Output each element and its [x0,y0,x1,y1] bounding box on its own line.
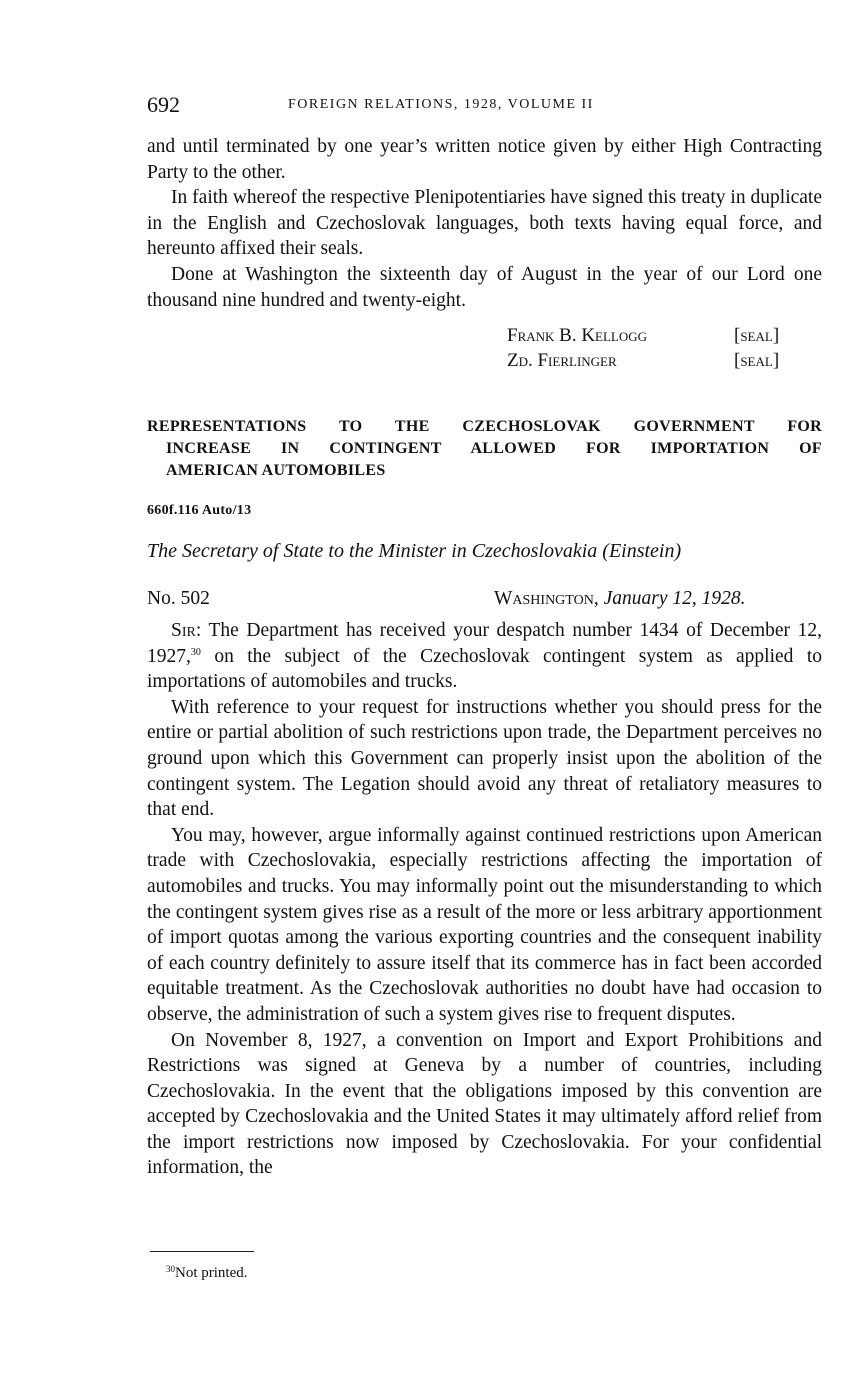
signature-name: Frank B. Kellogg [507,325,648,346]
paragraph-geneva-convention: On November 8, 1927, a convention on Import and Export Prohibitions and Restrictions was signed at Geneva by a number of countries, including Czechoslovakia. In the event that the obligations imposed by this convention are accepted by Czechoslovakia and the United States it may ultimately afford relief from the import restrictions now imposed by Czechoslovakia. For your confidential information, the [147,1029,822,1179]
section-heading-line: AMERICAN AUTOMOBILES [166,462,386,479]
page-header [147,92,822,118]
paragraph-salutation [147,618,822,695]
paragraph-instructions: With reference to your request for instructions whether you should press for the entire or partial abolition of such restrictions upon trade, the Department perceives no ground upon which this Government can properly insist upon the abolition of the contingent system. The Legation should avoid any threat of retaliatory measures to that end. [147,696,822,821]
footnote-marker: 30 [166,1264,175,1274]
section-heading [147,416,822,482]
seal-mark: [seal] [734,350,780,371]
footnote-reference: 30 [190,646,201,658]
seal-mark: [seal] [734,325,780,346]
paragraph-argue-informally: You may, however, argue informally against continued restrictions upon American trade with Czechoslovakia, especially restrictions affecting the importation of automobiles and trucks. You may informally point out the misunderstanding to which the contingent system gives rise as a result of the more or less arbitrary apportionment of import quotas among the various exporting countries and the consequent inability of each country definitely to assure itself that its commerce has in fact been accorded equitable treatment. As the Czechoslovak authorities no doubt have had occasion to observe, the administration of such a system gives rise to frequent disputes. [147,824,822,1025]
paragraph-text: on the subject of the Czechoslovak contingent system as applied to importations of automobiles and trucks. [147,645,822,693]
document-title: The Secretary of State to the Minister in Czechoslovakia (Einstein) [147,540,682,562]
footnote-divider [150,1251,254,1252]
document-number: No. 502 [147,588,210,609]
paragraph-in-faith-whereof: In faith whereof the respective Plenipotentiaries have signed this treaty in duplicate in the English and Czechoslovak languages, both texts having equal force, and hereunto affixed their seals. [147,187,822,260]
carryover-text [147,134,822,313]
running-title: FOREIGN RELATIONS, 1928, VOLUME II [288,97,594,112]
dateline [494,588,745,610]
paragraph-text: : The Department has received your despatch number 1434 of December 12, 1927, [147,620,822,667]
file-reference: 660f.116 Auto/13 [147,503,252,518]
section-heading-line: REPRESENTATIONS TO THE CZECHOSLOVAK GOVERNMENT FOR [147,418,822,435]
section-heading-line: INCREASE IN CONTINGENT ALLOWED FOR IMPORTATION OF [166,440,822,457]
page-number: 692 [147,92,180,117]
paragraph-done-at-washington: Done at Washington the sixteenth day of August in the year of our Lord one thousand nine hundred and twenty-eight. [147,263,822,311]
dateline-date: January 12, 1928. [603,588,746,609]
footnote [166,1265,248,1282]
letter-body [147,618,822,1181]
signature-name: Zd. Fierlinger [507,350,617,371]
paragraph-carryover: and until terminated by one year’s written notice given by either High Contracting Party to the other. [147,136,822,183]
footnote-text: Not printed. [175,1265,248,1281]
dateline-city: Washington, [494,588,599,609]
salutation: Sir [171,620,196,641]
